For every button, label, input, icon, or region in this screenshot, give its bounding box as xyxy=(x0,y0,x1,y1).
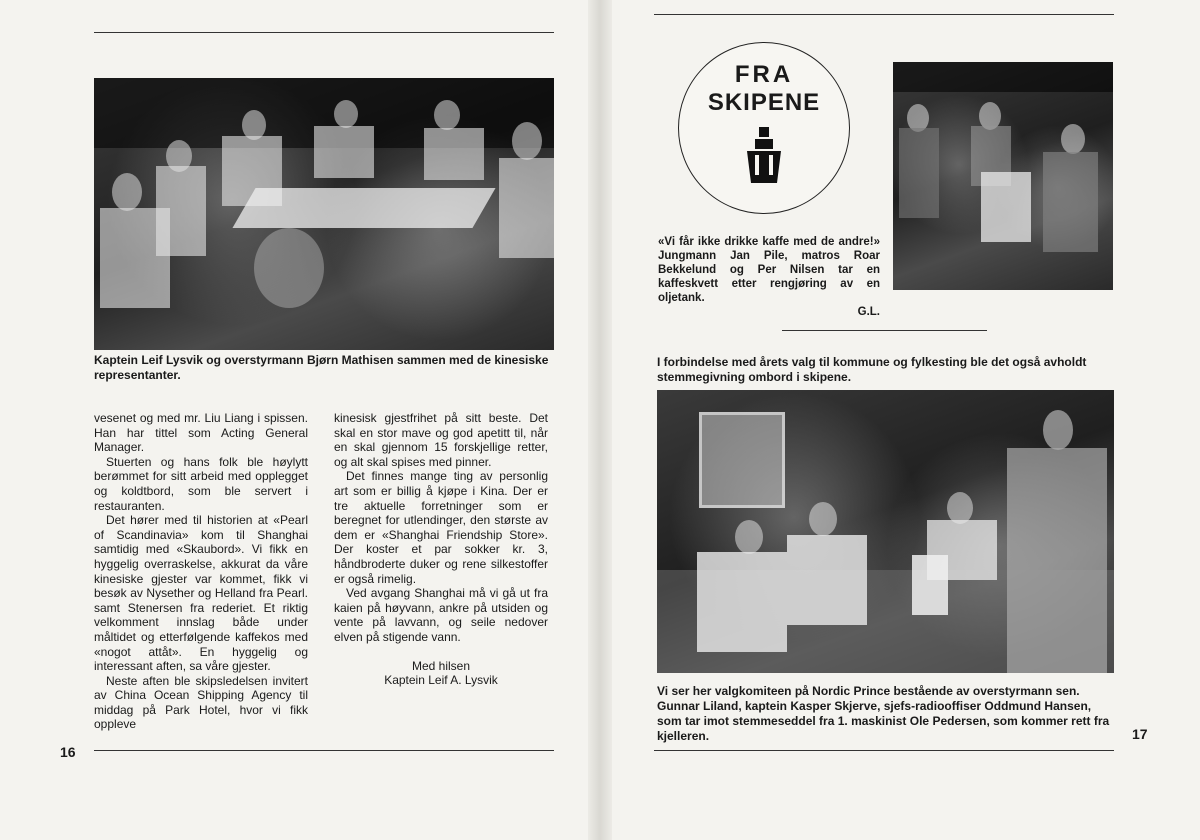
signoff-author: Kaptein Leif A. Lysvik xyxy=(384,673,498,688)
logo-text-line2: SKIPENE xyxy=(707,89,821,116)
paragraph: Ved avgang Shanghai må vi gå ut fra kaien på høyvann, ankre på utsiden og vente på lavvann, og seile nedover elven på stigende vann. xyxy=(334,586,548,644)
photo-election-committee xyxy=(657,390,1114,673)
logo-text-line1: FRA xyxy=(734,61,794,88)
photo-caption: Kaptein Leif Lysvik og overstyrmann Bjørn Mathisen sammen med de kinesiske representanter. xyxy=(94,353,549,382)
paragraph: Stuerten og hans folk ble høylytt berømmet for sitt arbeid med opplegget og koldtbord, som ble servert i restauranten. xyxy=(94,454,308,513)
fra-skipene-logo xyxy=(678,42,850,214)
page-right xyxy=(600,0,1200,840)
paragraph: Det hører med til historien at «Pearl of Scandinavia» kom til Shanghai samtidig med «Skaubord». Vi fikk en hyggelig overraskelse, akkurat da våre kinesiske gjester var kommet, fikk vi besøk av Nysether og Helland fra Pearl. samt Stenersen fra rederiet. Et riktig velkomment innslag både under måltidet og etterfølgende kaffekos med «nogot attåt». En hyggelig og interessant aften, sa våre gjester. xyxy=(94,513,308,674)
signoff-greeting: Med hilsen xyxy=(411,658,471,673)
article-column-2 xyxy=(334,411,548,688)
section-intro: I forbindelse med årets valg til kommune og fylkesting ble det også avholdt stemmegivning ombord i skipene. xyxy=(657,355,1087,384)
section-divider xyxy=(782,330,987,331)
signoff xyxy=(334,659,548,688)
photo-coffee-break xyxy=(893,62,1113,290)
page-number: 17 xyxy=(1132,726,1148,742)
header-rule xyxy=(654,14,1114,15)
caption-text: «Vi får ikke drikke kaffe med de andre!» Jungmann Jan Pile, matros Roar Bekkelund og Per Nilsen tar en kaffeskvett etter rengjøring av en oljetank. xyxy=(658,236,880,304)
paragraph: Det finnes mange ting av personlig art som er billig å kjøpe i Kina. Der er tre aktuelle forretninger som er beregnet for utlendinger, den største av dem er «Shanghai Friendship Store». Der koster et par sokker kr. 3, håndbroderte duker og rene silkestoffer er også rimelig. xyxy=(334,469,548,586)
ship-icon xyxy=(741,125,787,189)
photo-caption-top xyxy=(658,235,880,319)
article-column-1 xyxy=(94,411,308,732)
photo-caption-bottom: Vi ser her valgkomiteen på Nordic Prince bestående av overstyrmann sen. Gunnar Liland, kaptein Kasper Skjerve, sjefs-radiooffiser Oddmund Hansen, som tar imot stemmeseddel fra 1. maskinist Ole Pedersen, som kommer rett fra kjelleren. xyxy=(657,684,1110,743)
paragraph: vesenet og med mr. Liu Liang i spissen. Han har tittel som Acting General Manager. xyxy=(94,411,308,455)
footer-rule xyxy=(654,750,1114,751)
photo-dinner-table xyxy=(94,78,554,350)
paragraph: kinesisk gjestfrihet på sitt beste. Det skal en stor mave og god apetitt til, når en skal gjennom 15 forskjellige retter, og alt skal spises med pinner. xyxy=(334,411,548,469)
page-number: 16 xyxy=(60,744,76,760)
header-rule xyxy=(94,32,554,33)
paragraph: Neste aften ble skipsledelsen invitert av China Ocean Shipping Agency til middag på Park Hotel, hvor vi fikk oppleve xyxy=(94,673,308,732)
caption-signature: G.L. xyxy=(857,306,880,318)
footer-rule xyxy=(94,750,554,751)
